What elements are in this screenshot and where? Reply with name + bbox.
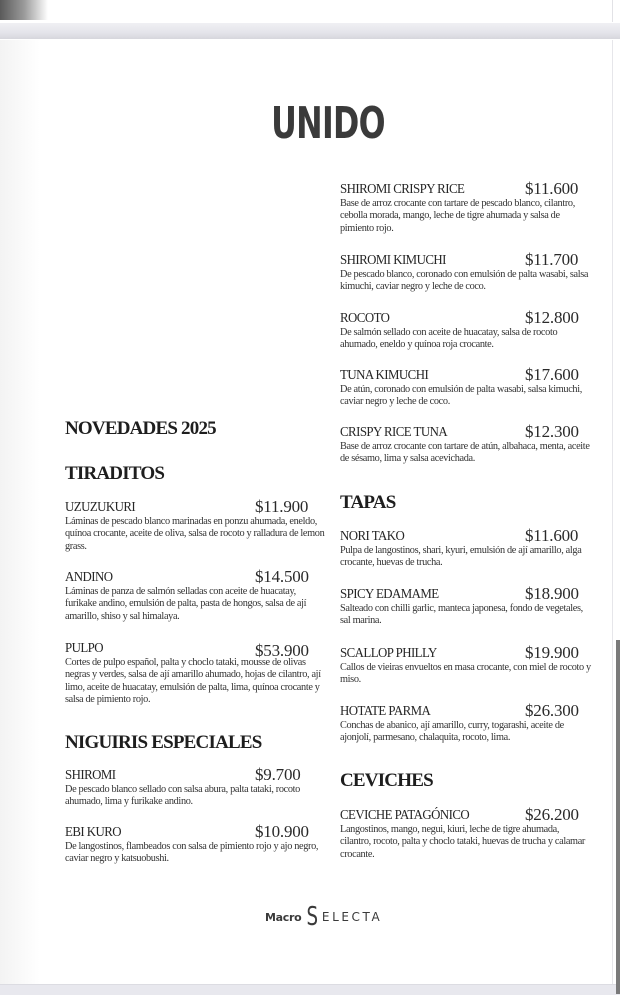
item-description: Salteado con chilli garlic, manteca japonesa, fondo de vegetales, sal marina. xyxy=(340,603,583,627)
item-name: SHIROMI xyxy=(65,768,116,783)
item-description: De pescado blanco, coronado con emulsión de palta wasabi, salsa kimuchi, caviar negro y leche de coco. xyxy=(340,269,589,293)
item-description: Pulpa de langostinos, shari, kyuri, emulsión de ají amarillo, alga crocante, huevas de trucha. xyxy=(340,545,582,569)
item-description: Base de arroz crocante con tartare de pescado blanco, cilantro, cebolla morada, mango, leche de tigre ahumada y salsa de pimiento rojo. xyxy=(340,198,575,234)
page-separator-bottom xyxy=(0,984,620,995)
item-description: Langostinos, mango, negui, kiuri, leche de tigre ahumada, cilantro, rocoto, palta y choclo tataki, huevas de trucha y calamar crocante. xyxy=(340,824,586,860)
logo-macro-text: Macro xyxy=(265,910,302,924)
tapas-heading: TAPAS xyxy=(340,492,396,513)
item-name: SCALLOP PHILLY xyxy=(340,646,437,661)
menu-item-crispy-rice-tuna xyxy=(340,422,592,466)
item-price: $26.200 xyxy=(525,805,579,824)
menu-item-rocoto xyxy=(340,308,592,352)
menu-item-uzuzukuri xyxy=(65,497,327,553)
item-name: ANDINO xyxy=(65,570,113,585)
item-price: $11.600 xyxy=(525,179,579,198)
item-name: CRISPY RICE TUNA xyxy=(340,425,448,440)
menu-item-spicy-edamame xyxy=(340,584,592,628)
menu-item-pulpo xyxy=(65,641,327,707)
item-price: $11.900 xyxy=(255,497,309,516)
item-description: De pescado blanco sellado con salsa abura, palta tataki, rocoto ahumado, lima y furikake andino. xyxy=(65,784,300,808)
item-price: $12.800 xyxy=(525,308,579,327)
item-description: Cortes de pulpo español, palta y choclo tataki, mousse de olivas negras y verdes, salsa de ají amarillo ahumado, hojas de cilantro, ají limo, aceite de huacatay, emulsión de palta, lima, quínoa crocante y salsa de pimiento rojo. xyxy=(65,657,321,706)
item-price: $17.600 xyxy=(525,365,579,384)
logo-selecta-text: ELECTA xyxy=(321,910,383,924)
logo-s-glyph: S xyxy=(306,902,319,932)
page-left-shade xyxy=(0,40,40,984)
item-description: De langostinos, flambeados con salsa de pimiento rojo y ajo negro, caviar negro y katsuobushi. xyxy=(65,841,319,865)
item-name: ROCOTO xyxy=(340,311,390,326)
menu-item-ebi-kuro xyxy=(65,822,327,866)
item-price: $12.300 xyxy=(525,422,579,441)
menu-title: UNIDO xyxy=(271,98,385,149)
item-name: SHIROMI CRISPY RICE xyxy=(340,182,465,197)
menu-item-tuna-kimuchi xyxy=(340,365,592,409)
item-price: $18.900 xyxy=(525,584,579,603)
item-name: TUNA KIMUCHI xyxy=(340,368,429,383)
item-name: SPICY EDAMAME xyxy=(340,587,439,602)
item-price: $10.900 xyxy=(255,822,309,841)
item-description: Láminas de panza de salmón selladas con aceite de huacatay, furikake andino, emulsión de palta, pasta de hongos, salsa de ají amarillo, shiso y sal himalaya. xyxy=(65,586,307,622)
item-price: $11.700 xyxy=(525,250,579,269)
page-separator xyxy=(0,23,620,39)
menu-item-shiromi-crispy-rice xyxy=(340,179,592,235)
scrollbar-thumb[interactable] xyxy=(616,640,620,994)
item-name: HOTATE PARMA xyxy=(340,704,431,719)
item-price: $53.900 xyxy=(255,641,309,660)
menu-item-ceviche-patagonico xyxy=(340,805,592,861)
novedades-heading: NOVEDADES 2025 xyxy=(65,418,216,439)
previous-page-bottom xyxy=(0,0,613,22)
menu-item-hotate-parma xyxy=(340,701,592,745)
ceviches-heading: CEVICHES xyxy=(340,770,433,791)
item-name: UZUZUKURI xyxy=(65,500,136,515)
item-description: De atún, coronado con emulsión de palta wasabi, salsa kimuchi, caviar negro y leche de coco. xyxy=(340,384,582,408)
item-price: $14.500 xyxy=(255,567,309,586)
item-price: $26.300 xyxy=(525,701,579,720)
item-name: EBI KURO xyxy=(65,825,122,840)
niguiris-heading: NIGUIRIS ESPECIALES xyxy=(65,732,262,753)
item-description: Láminas de pescado blanco marinadas en ponzu ahumada, eneldo, quínoa crocante, aceite de oliva, salsa de rocoto y ralladura de lemon grass. xyxy=(65,516,325,552)
item-name: CEVICHE PATAGÓNICO xyxy=(340,808,470,823)
menu-item-shiromi xyxy=(65,765,327,809)
menu-item-shiromi-kimuchi xyxy=(340,250,592,294)
item-name: NORI TAKO xyxy=(340,529,405,544)
item-price: $19.900 xyxy=(525,643,579,662)
macro-selecta-logo xyxy=(265,904,382,930)
item-description: De salmón sellado con aceite de huacatay, salsa de rocoto ahumado, eneldo y quínoa roja crocante. xyxy=(340,327,558,351)
item-name: PULPO xyxy=(65,641,104,656)
item-price: $11.600 xyxy=(525,526,579,545)
item-description: Callos de vieiras envueltos en masa crocante, con miel de rocoto y miso. xyxy=(340,662,591,686)
item-name: SHIROMI KIMUCHI xyxy=(340,253,446,268)
menu-item-nori-tako xyxy=(340,526,592,570)
tiraditos-heading: TIRADITOS xyxy=(65,463,165,484)
item-description: Conchas de abanico, ají amarillo, curry, togarashi, aceite de ajonjolí, parmesano, chalaquita, rocoto, lima. xyxy=(340,720,564,744)
menu-item-scallop-philly xyxy=(340,643,592,687)
page-edge-shadow xyxy=(0,0,48,20)
item-description: Base de arroz crocante con tartare de atún, albahaca, menta, aceite de sésamo, lima y salsa acevichada. xyxy=(340,441,590,465)
menu-item-andino xyxy=(65,567,327,623)
item-price: $9.700 xyxy=(255,765,301,784)
